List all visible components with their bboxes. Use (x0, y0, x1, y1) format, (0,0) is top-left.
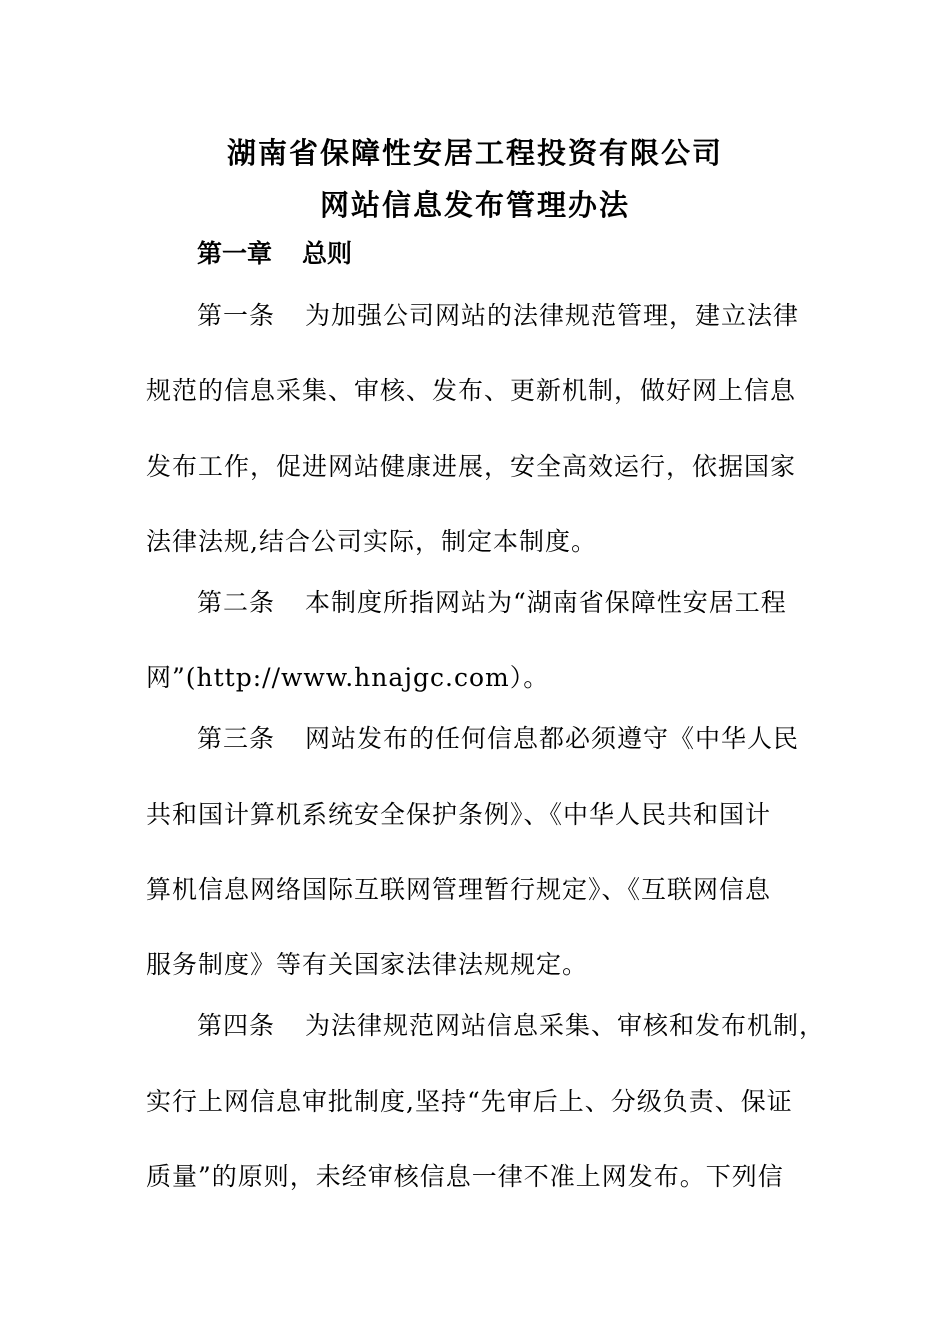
article-4-first-line (197, 1006, 825, 1042)
article-4-line-3: 质量”的原则，未经审核信息一律不准上网发布。下列信 (146, 1162, 784, 1191)
chapter-heading (197, 234, 352, 270)
article-1-text: 为加强公司网站的法律规范管理，建立法律 (305, 301, 800, 330)
article-1-line-2: 规范的信息采集、审核、发布、更新机制，做好网上信息 (146, 376, 797, 405)
article-4-label: 第四条 (197, 1011, 276, 1040)
article-4-line-2: 实行上网信息审批制度,坚持“先审后上、分级负责、保证 (146, 1087, 793, 1116)
document-title-line-2: 网站信息发布管理办法 (319, 188, 630, 222)
article-2-line-2: 网”(http://www.hnajgc.com）。 (146, 663, 550, 692)
article-3-first-line (197, 719, 799, 755)
chapter-name: 总则 (302, 239, 353, 268)
article-1-first-line (197, 296, 799, 332)
article-1-line-4: 法律法规,结合公司实际，制定本制度。 (146, 527, 597, 556)
article-1-line-3: 发布工作，促进网站健康进展，安全高效运行，依据国家 (146, 452, 797, 481)
article-2-first-line (197, 583, 787, 619)
chapter-number: 第一章 (197, 239, 273, 268)
article-3-line-3: 算机信息网络国际互联网管理暂行规定》、《互联网信息 (146, 875, 772, 904)
article-1-label: 第一条 (197, 301, 276, 330)
article-2-label: 第二条 (197, 588, 276, 617)
article-2-text: 本制度所指网站为“湖南省保障性安居工程 (305, 588, 787, 617)
article-3-line-4: 服务制度》等有关国家法律法规规定。 (146, 950, 589, 979)
article-3-label: 第三条 (197, 724, 276, 753)
article-3-text: 网站发布的任何信息都必须遵守《中华人民 (305, 724, 800, 753)
article-4-text: 为法律规范网站信息采集、审核和发布机制， (305, 1011, 826, 1040)
article-3-line-2: 共和国计算机系统安全保护条例》、《中华人民共和国计 (146, 800, 772, 829)
document-title-line-1: 湖南省保障性安居工程投资有限公司 (226, 136, 723, 170)
